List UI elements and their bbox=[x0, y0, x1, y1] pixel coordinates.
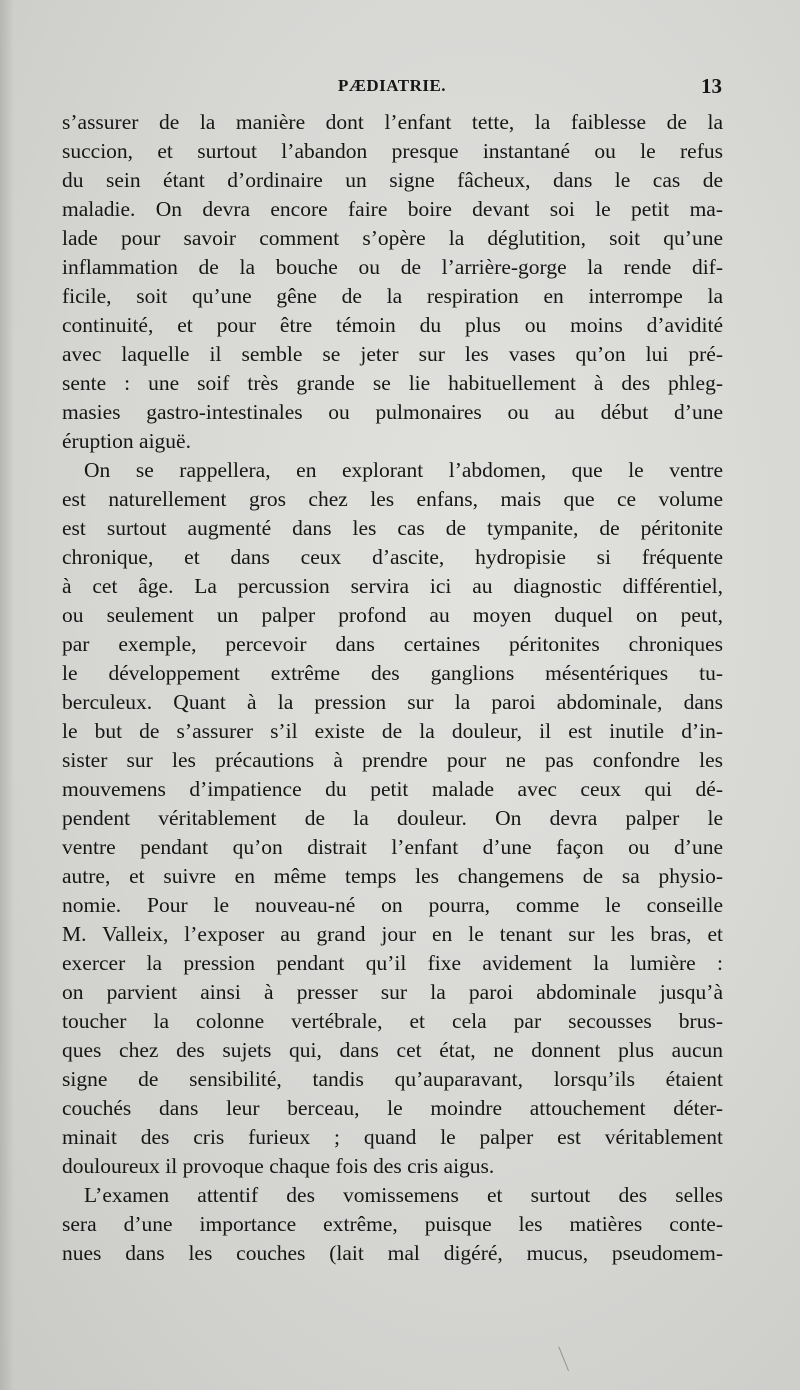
text-line: continuité, et pour être témoin du plus ou moins d’avidité bbox=[62, 313, 723, 337]
paragraph-start-line: On se rappellera, en explorant l’abdomen, que le ventre bbox=[84, 458, 723, 482]
paragraph-end-line: douloureux il provoque chaque fois des cris aigus. bbox=[62, 1154, 495, 1178]
text-line: lade pour savoir comment s’opère la déglutition, soit qu’une bbox=[62, 226, 723, 250]
paper-scratch bbox=[558, 1345, 572, 1371]
text-line: par exemple, percevoir dans certaines péritonites chroniques bbox=[62, 632, 723, 656]
paragraph-end-line: éruption aiguë. bbox=[62, 429, 191, 453]
text-line: chronique, et dans ceux d’ascite, hydropisie si fréquente bbox=[62, 545, 723, 569]
page-header bbox=[62, 76, 722, 102]
text-line: exercer la pression pendant qu’il fixe avidement la lumière : bbox=[62, 951, 723, 975]
running-title: PÆDIATRIE. bbox=[337, 76, 447, 95]
text-line: le but de s’assurer s’il existe de la douleur, il est inutile d’in- bbox=[62, 719, 723, 743]
paragraph-start-line: L’examen attentif des vomissemens et surtout des selles bbox=[84, 1183, 723, 1207]
text-line: pendent véritablement de la douleur. On devra palper le bbox=[62, 806, 723, 830]
binding-shadow bbox=[0, 0, 14, 1390]
body-text bbox=[62, 108, 723, 1268]
text-line: le développement extrême des ganglions mésentériques tu- bbox=[62, 661, 723, 685]
text-line: ficile, soit qu’une gêne de la respiration en interrompe la bbox=[62, 284, 723, 308]
text-line: mouvemens d’impatience du petit malade avec ceux qui dé- bbox=[62, 777, 723, 801]
text-line: on parvient ainsi à presser sur la paroi abdominale jusqu’à bbox=[62, 980, 723, 1004]
text-line: signe de sensibilité, tandis qu’auparavant, lorsqu’ils étaient bbox=[62, 1067, 723, 1091]
text-line: sister sur les précautions à prendre pour ne pas confondre les bbox=[62, 748, 723, 772]
text-line: est naturellement gros chez les enfans, mais que ce volume bbox=[62, 487, 723, 511]
text-line: minait des cris furieux ; quand le palper est véritablement bbox=[62, 1125, 723, 1149]
text-line: avec laquelle il semble se jeter sur les vases qu’on lui pré- bbox=[62, 342, 723, 366]
text-line: toucher la colonne vertébrale, et cela par secousses brus- bbox=[62, 1009, 723, 1033]
text-line: s’assurer de la manière dont l’enfant tette, la faiblesse de la bbox=[62, 110, 723, 134]
text-line: nues dans les couches (lait mal digéré, mucus, pseudomem- bbox=[62, 1241, 723, 1265]
page-number: 13 bbox=[701, 74, 722, 98]
text-line: du sein étant d’ordinaire un signe fâcheux, dans le cas de bbox=[62, 168, 723, 192]
text-line: couchés dans leur berceau, le moindre attouchement déter- bbox=[62, 1096, 723, 1120]
text-line: est surtout augmenté dans les cas de tympanite, de péritonite bbox=[62, 516, 723, 540]
text-line: sente : une soif très grande se lie habituellement à des phleg- bbox=[62, 371, 723, 395]
text-line: ou seulement un palper profond au moyen duquel on peut, bbox=[62, 603, 723, 627]
text-line: autre, et suivre en même temps les changemens de sa physio- bbox=[62, 864, 723, 888]
text-line: succion, et surtout l’abandon presque instantané ou le refus bbox=[62, 139, 723, 163]
text-line: maladie. On devra encore faire boire devant soi le petit ma- bbox=[62, 197, 723, 221]
text-line: berculeux. Quant à la pression sur la paroi abdominale, dans bbox=[62, 690, 723, 714]
text-line: sera d’une importance extrême, puisque les matières conte- bbox=[62, 1212, 723, 1236]
text-line: à cet âge. La percussion servira ici au diagnostic différentiel, bbox=[62, 574, 723, 598]
text-line: ques chez des sujets qui, dans cet état, ne donnent plus aucun bbox=[62, 1038, 723, 1062]
text-line: inflammation de la bouche ou de l’arrière-gorge la rende dif- bbox=[62, 255, 723, 279]
text-line: M. Valleix, l’exposer au grand jour en le tenant sur les bras, et bbox=[62, 922, 723, 946]
text-line: masies gastro-intestinales ou pulmonaires ou au début d’une bbox=[62, 400, 723, 424]
text-line: nomie. Pour le nouveau-né on pourra, comme le conseille bbox=[62, 893, 723, 917]
text-line: ventre pendant qu’on distrait l’enfant d’une façon ou d’une bbox=[62, 835, 723, 859]
